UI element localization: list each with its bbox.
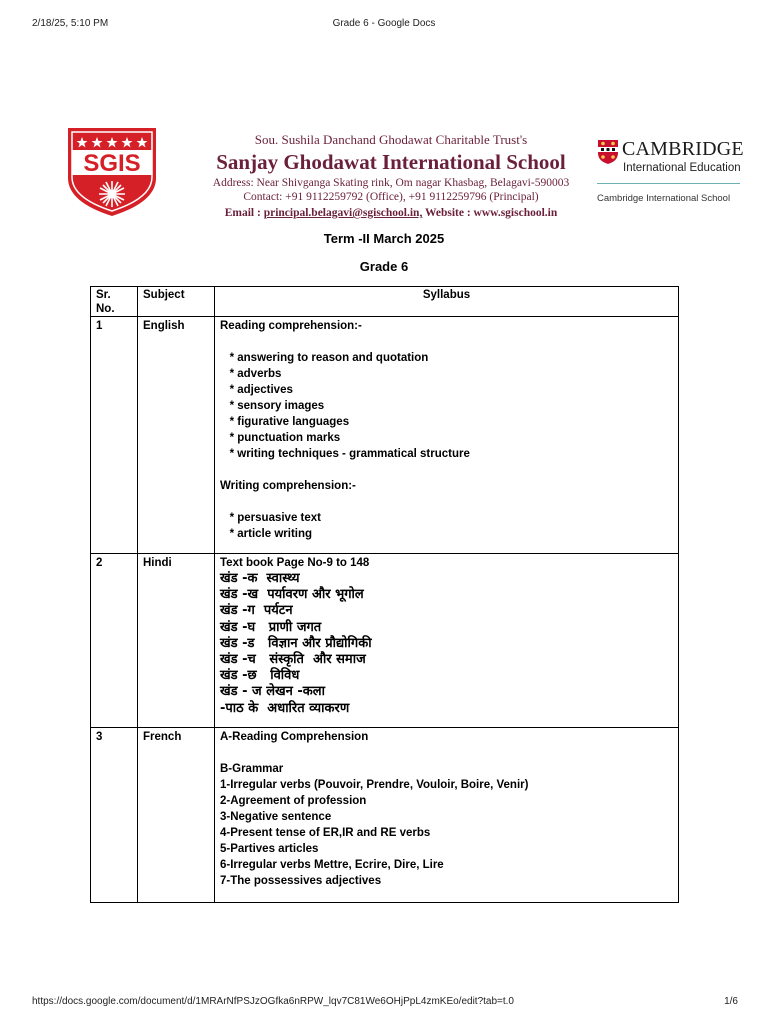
grade-heading: Grade 6: [359, 259, 409, 274]
print-page-number: 1/6: [724, 996, 738, 1007]
school-email-line: [186, 204, 596, 222]
syllabus-line: * adjectives: [220, 384, 293, 396]
header-subject: Subject: [138, 287, 215, 317]
table-row-french: [91, 728, 679, 903]
cambridge-school-label: Cambridge International School: [597, 193, 731, 204]
print-datetime: 2/18/25, 5:10 PM: [32, 18, 109, 29]
syllabus-line: 2-Agreement of profession: [220, 795, 367, 807]
cambridge-divider: [597, 183, 740, 184]
syllabus-line: खंड -ड विज्ञान और प्रौद्योगिकी: [220, 635, 372, 651]
syllabus-line: * adverbs: [220, 368, 282, 380]
syllabus-line: * article writing: [220, 528, 313, 540]
syllabus-line: खंड -क स्वास्थ्य: [220, 571, 300, 586]
email-label: Email :: [224, 207, 264, 219]
print-doc-title: Grade 6 - Google Docs: [332, 18, 436, 29]
website-label: Website :: [422, 207, 474, 219]
letterhead: [186, 132, 596, 222]
syllabus-line: * figurative languages: [220, 416, 350, 428]
table-row-hindi: [91, 554, 679, 728]
subject-cell: French: [138, 728, 215, 903]
syllabus-line: 5-Partives articles: [220, 843, 319, 855]
print-footer: [0, 996, 768, 1010]
syllabus-line: Writing comprehension:-: [220, 480, 356, 492]
syllabus-line: खंड -ग पर्यटन: [220, 603, 293, 619]
school-name: Sanjay Ghodawat International School: [216, 150, 566, 174]
table-header-row: [91, 287, 679, 317]
sr-cell: 1: [91, 317, 138, 554]
syllabus-line: खंड -घ प्राणी जगत: [220, 619, 322, 635]
syllabus-line: Text book Page No-9 to 148: [220, 557, 370, 569]
syllabus-line: * persuasive text: [220, 512, 321, 524]
syllabus-blank-line: [220, 494, 673, 510]
syllabus-table: [90, 286, 679, 903]
subject-cell: Hindi: [138, 554, 215, 728]
syllabus-blank-line: [220, 462, 673, 478]
syllabus-line: 1-Irregular verbs (Pouvoir, Prendre, Vouloir, Boire, Venir): [220, 779, 529, 791]
subject-cell: English: [138, 317, 215, 554]
syllabus-line: * writing techniques - grammatical structure: [220, 448, 470, 460]
syllabus-line: Reading comprehension:-: [220, 320, 362, 332]
term-heading: Term -II March 2025: [323, 231, 445, 246]
sgis-logo-text: SGIS: [83, 150, 141, 177]
syllabus-cell-french: [215, 728, 679, 903]
sr-cell: 2: [91, 554, 138, 728]
syllabus-line: * answering to reason and quotation: [220, 352, 429, 364]
cambridge-logo: [597, 136, 747, 216]
website-link[interactable]: www.sgischool.in: [473, 207, 558, 219]
syllabus-blank-line: [220, 745, 673, 761]
sr-cell: 3: [91, 728, 138, 903]
syllabus-line: * punctuation marks: [220, 432, 341, 444]
header-sr-no: Sr. No.: [91, 287, 138, 317]
syllabus-line: -पाठ के अधारित व्याकरण: [220, 700, 350, 716]
table-row-english: [91, 317, 679, 554]
syllabus-line: खंड - ज लेखन -कला: [220, 684, 325, 700]
email-link[interactable]: principal.belagavi@sgischool.in,: [263, 207, 423, 219]
cambridge-shield-icon: [597, 139, 619, 165]
syllabus-line: A-Reading Comprehension: [220, 731, 369, 743]
syllabus-line: 4-Present tense of ER,IR and RE verbs: [220, 827, 431, 839]
sgis-logo: [66, 126, 158, 218]
syllabus-line: 3-Negative sentence: [220, 811, 332, 823]
syllabus-line: खंड -छ विविध: [220, 668, 300, 684]
trust-name: Sou. Sushila Danchand Ghodawat Charitable Trust's: [254, 132, 528, 147]
cambridge-subtitle: International Education: [623, 162, 741, 174]
school-contact: Contact: +91 9112259792 (Office), +91 9112259796 (Principal): [243, 191, 539, 203]
school-address: Address: Near Shivganga Skating rink, Om nagar Khasbag, Belagavi-590003: [212, 177, 570, 189]
syllabus-line: 6-Irregular verbs Mettre, Ecrire, Dire, Lire: [220, 859, 444, 871]
cambridge-wordmark: CAMBRIDGE: [622, 138, 744, 160]
print-header: [0, 18, 768, 32]
syllabus-line: खंड -च संस्कृति और समाज: [220, 652, 366, 668]
syllabus-cell-hindi: [215, 554, 679, 728]
syllabus-line: खंड -ख पर्यावरण और भूगोल: [220, 587, 364, 603]
syllabus-line: * sensory images: [220, 400, 325, 412]
header-syllabus: Syllabus: [215, 287, 679, 317]
syllabus-line: 7-The possessives adjectives: [220, 875, 382, 887]
syllabus-cell-english: [215, 317, 679, 554]
syllabus-line: B-Grammar: [220, 763, 284, 775]
print-url: https://docs.google.com/document/d/1MRArNfPSJzOGfka6nRPW_lqv7C81We6OHjPpL4zmKEo/edit?tab=t.0: [32, 996, 514, 1007]
syllabus-blank-line: [220, 334, 673, 350]
